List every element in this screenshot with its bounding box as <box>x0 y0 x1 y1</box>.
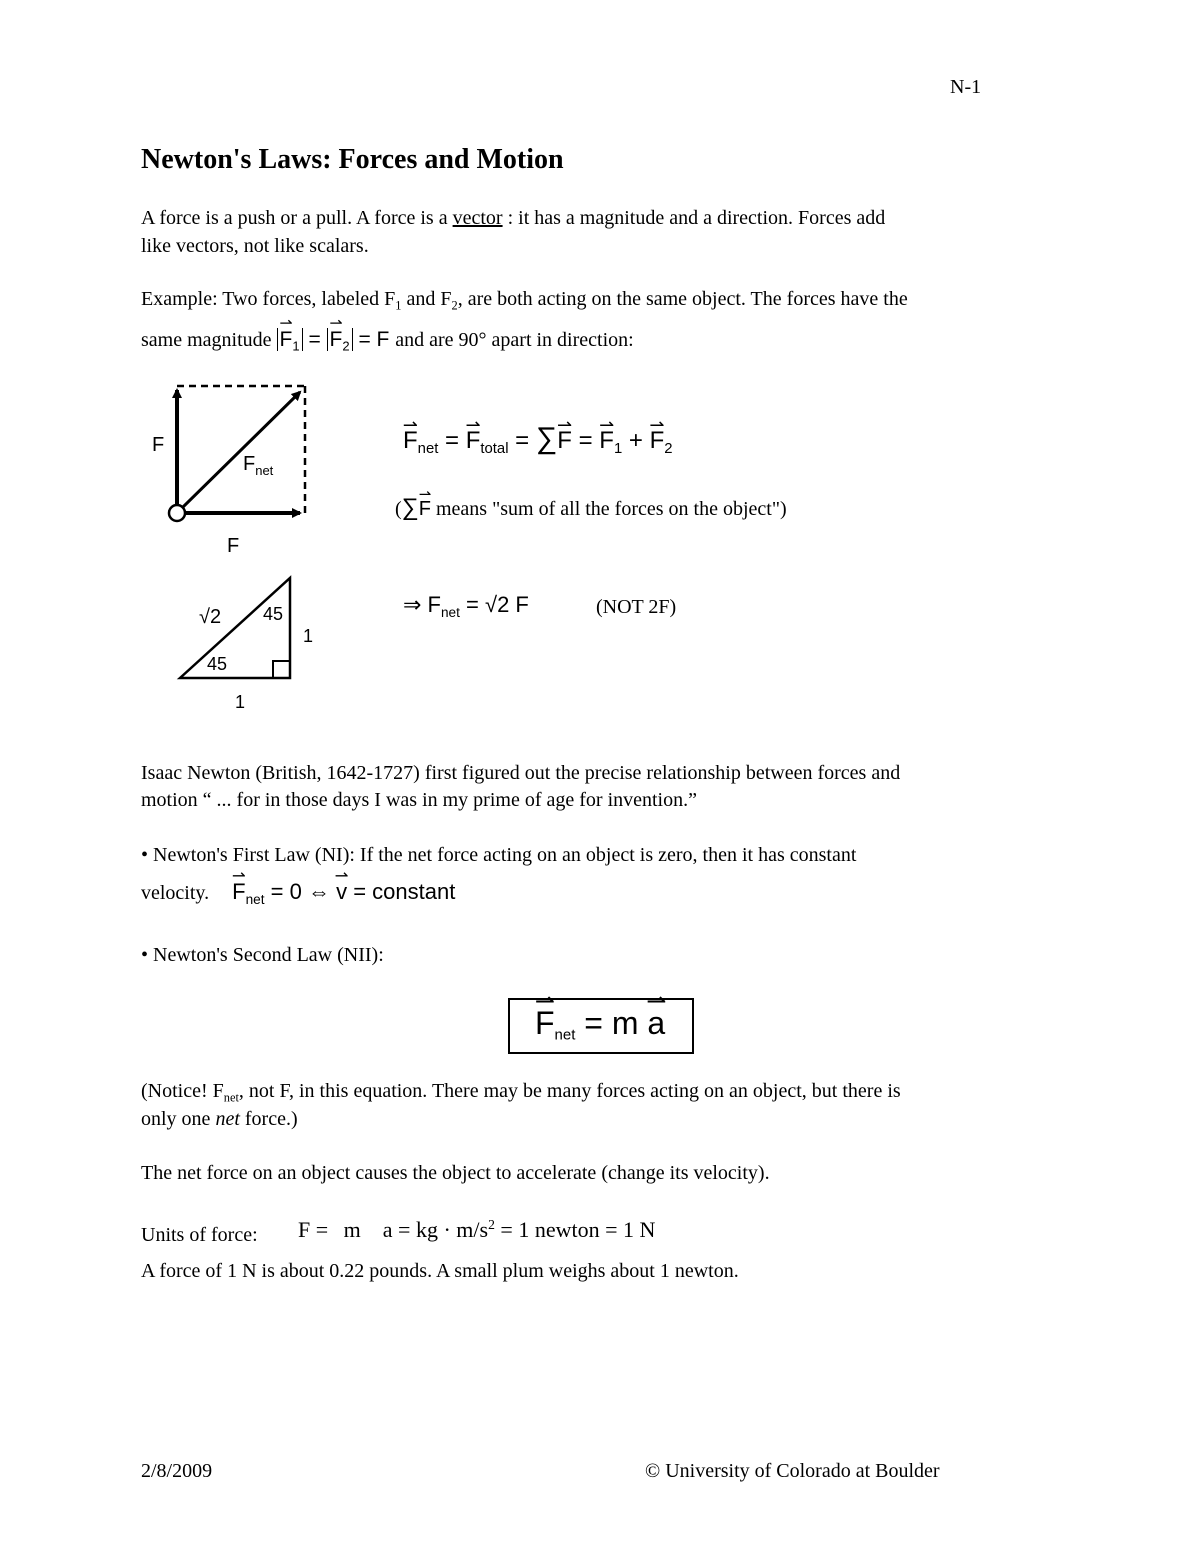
triangle-hyp-label: √2 <box>199 606 222 628</box>
second-law-equation: ⇀ $F_{net} = m$ ⇀ a <box>535 1005 665 1042</box>
label-fnet: $F_{net}$ <box>243 453 274 478</box>
example-sub-1: 1 <box>395 298 402 313</box>
footer-copyright: © University of Colorado at Boulder <box>645 1460 940 1482</box>
sum-f-vector: ⇀ F <box>419 496 431 523</box>
label-f-bottom: F <box>227 535 240 557</box>
net-force-equation: ⇀ $F_{net}$ = ⇀ $F_{total}$ = ∑⇀ F = ⇀ $F_1$ + ⇀ $F_2$ <box>403 422 673 456</box>
notice-sub: net <box>223 1090 239 1105</box>
net-italic: net <box>215 1108 240 1130</box>
sum-symbol: ∑ <box>401 494 419 521</box>
notice-line2-b: force.) <box>244 1108 298 1130</box>
first-law-line-1: • Newton's First Law (NI): If the net force acting on an object is zero, then it has constant <box>141 844 857 866</box>
right-angle-marker <box>273 661 290 678</box>
first-law-velocity: velocity. <box>141 882 210 904</box>
intro-line-1 <box>141 205 885 232</box>
page-number: N-1 <box>950 76 982 98</box>
constant-word: constant <box>372 879 456 904</box>
notice-line2-a: only one <box>141 1108 211 1130</box>
sum-note-open: ( <box>395 498 402 520</box>
units-equation: F = m a = kg · $m/s^2 = 1$ newton = 1 N <box>298 1216 656 1242</box>
magnitude-f2: ⇀ $F_2$ <box>327 328 353 351</box>
intro-line-2: like vectors, not like scalars. <box>141 235 369 257</box>
intro-part1: A force is a push or a pull. A force is a <box>141 207 448 229</box>
object-circle <box>169 505 185 521</box>
notice-line-1 <box>141 1078 901 1105</box>
notice-line-2 <box>141 1106 298 1133</box>
triangle-angle-bottom: 45 <box>207 654 228 674</box>
second-law-heading: • Newton's Second Law (NII): <box>141 944 384 966</box>
notice-text-a: (Notice! F <box>141 1080 224 1102</box>
units-label: Units of force: <box>141 1224 258 1246</box>
example-text-a: Example: Two forces, labeled F <box>141 288 396 310</box>
first-law-equation: ⇀ $F_{net} = 0$ ⇔ ⇀ v = constant <box>232 879 455 904</box>
units-line-2: A force of 1 N is about 0.22 pounds. A small plum weighs about 1 newton. <box>141 1260 739 1282</box>
units-eq-b: 1 newton = 1 N <box>518 1217 656 1242</box>
example-line-1 <box>141 286 908 313</box>
triangle-side-bottom: 1 <box>235 692 246 712</box>
footer-date: 2/8/2009 <box>141 1460 213 1482</box>
triangle-side-right: 1 <box>303 626 314 646</box>
example-line-2 <box>141 326 634 354</box>
first-law-line-2 <box>141 878 455 907</box>
example-line2-a: same magnitude <box>141 329 272 351</box>
page-title: Newton's Laws: Forces and Motion <box>141 144 564 175</box>
label-f-left: F <box>152 434 165 456</box>
example-sub-2: 2 <box>451 298 458 313</box>
example-line2-b: and are 90° apart in direction: <box>395 329 634 351</box>
sum-note-text: means "sum of all the forces on the object") <box>431 498 787 520</box>
acceleration-text: The net force on an object causes the object to accelerate (change its velocity). <box>141 1162 770 1184</box>
triangle-angle-top: 45 <box>263 604 284 624</box>
triangle-diagram <box>175 572 325 712</box>
force-vector-diagram <box>140 370 340 570</box>
newton-intro-line-1: Isaac Newton (British, 1642-1727) first figured out the precise relationship between forces and <box>141 762 901 784</box>
newton-intro-line-2: motion “ ... for in those days I was in my prime of age for invention.” <box>141 789 697 811</box>
not-2f-note: (NOT 2F) <box>596 596 677 618</box>
magnitude-f1: ⇀ $F_1$ <box>277 328 303 351</box>
magnitude-equation: ⇀ $F_1$ = ⇀ $F_2 = F$ <box>277 328 396 351</box>
vector-word: vector <box>452 207 503 229</box>
notice-text-b: , not F, in this equation. There may be many forces acting on an object, but there is <box>238 1080 901 1102</box>
units-eq-a: kg · m/s <box>415 1217 489 1242</box>
fnet-sqrt2-equation: ⇒ $F_{net} = √2$ F <box>403 592 529 620</box>
fnet-diagonal-arrow <box>182 392 300 508</box>
example-text-c: , are both acting on the same object. The forces have the <box>457 288 908 310</box>
sum-note <box>395 494 787 523</box>
example-text-b: and F <box>401 288 452 310</box>
intro-part2: : it has a magnitude and a direction. Forces add <box>507 207 886 229</box>
